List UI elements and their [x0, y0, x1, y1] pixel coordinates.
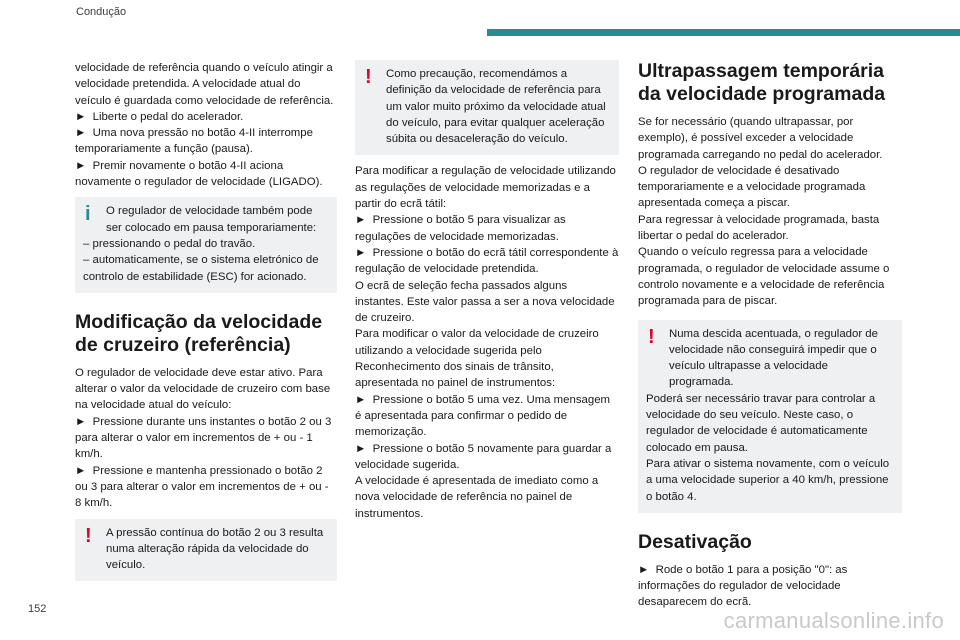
section-heading: Desativação [638, 530, 752, 553]
note-text: A pressão contínua do botão 2 ou 3 resulta numa alteração rápida da velocidade do veículo. [106, 526, 324, 572]
bullet-item: ► Pressione o botão 5 uma vez. Uma mensagem é apresentada para confirmar o pedido de memorização. [355, 392, 619, 441]
note-text: Para ativar o sistema novamente, com o veículo a uma velocidade superior a 40 km/h, pressione o botão 4. [646, 457, 890, 503]
paragraph: O regulador de velocidade deve estar ativo. Para alterar o valor da velocidade de cruzeiro com base na velocidade atual do veículo: [75, 366, 331, 412]
watermark: carmanualsonline.info [723, 608, 944, 633]
warning-note [355, 60, 619, 155]
column-2 [355, 60, 619, 522]
paragraph: velocidade de referência quando o veículo atingir a velocidade pretendida. A velocidade atual do veículo é guardada como velocidade de referência. [75, 62, 334, 107]
column-3 [638, 60, 902, 611]
note-text: Poderá ser necessário travar para controlar a velocidade do seu veículo. Neste caso, o regulador de velocidade é automaticamente colocado em pausa. [646, 392, 876, 454]
note-text: – automaticamente, se o sistema eletrónico de controlo de estabilidade (ESC) for acionado. [83, 254, 319, 283]
section-heading: Modificação da velocidade de cruzeiro (referência) [75, 310, 323, 356]
note-text: O regulador de velocidade também pode ser colocado em pausa temporariamente: [106, 205, 317, 234]
info-note [75, 197, 337, 292]
paragraph: Se for necessário (quando ultrapassar, por exemplo), é possível exceder a velocidade programada carregando no pedal do acelerador. [638, 116, 883, 161]
bullet-item: ► Pressione durante uns instantes o botão 2 ou 3 para alterar o valor em incrementos de + ou - 1 km/h. [75, 414, 337, 463]
warning-icon: ! [648, 325, 655, 348]
note-text: Como precaução, recomendámos a definição da velocidade de referência para um valor muito próximo da velocidade atual do veículo, para evitar qualquer aceleração súbita ou desaceleração do veículo. [386, 68, 606, 146]
bullet-item: ► Pressione o botão do ecrã tátil correspondente à regulação de velocidade pretendida. [355, 245, 619, 278]
paragraph: Quando o veículo regressa para a velocidade programada, o regulador de velocidade assume o controlo novamente e a velocidade de referência programada para de piscar. [638, 246, 890, 308]
bullet-item: ► Pressione e mantenha pressionado o botão 2 ou 3 para alterar o valor em incrementos de + ou - 8 km/h. [75, 463, 337, 512]
section-label: Condução [76, 6, 127, 18]
header-accent-bar [487, 29, 960, 36]
page-number: 152 [28, 603, 47, 615]
warning-note [638, 320, 902, 513]
bullet-item: ► Premir novamente o botão 4-II aciona novamente o regulador de velocidade (LIGADO). [75, 158, 337, 191]
bullet-item: ► Liberte o pedal do acelerador. [75, 109, 337, 125]
note-text: – pressionando o pedal do travão. [83, 237, 256, 250]
warning-icon: ! [365, 66, 372, 88]
section-heading: Ultrapassagem temporária da velocidade programada [638, 60, 886, 105]
paragraph: Para regressar à velocidade programada, basta libertar o pedal do acelerador. [638, 213, 880, 243]
paragraph: Para modificar a regulação de velocidade utilizando as regulações de velocidade memorizadas e a partir do ecrã tátil: [355, 165, 616, 211]
note-text: Numa descida acentuada, o regulador de velocidade não conseguirá impedir que o veículo ultrapasse a velocidade programada. [669, 327, 878, 389]
warning-note [75, 519, 337, 582]
paragraph: Para modificar o valor da velocidade de cruzeiro utilizando a velocidade sugerida pelo Reconhecimento dos sinais de trânsito, apresentada no painel de instrumentos: [355, 328, 599, 390]
bullet-item: ► Pressione o botão 5 para visualizar as regulações de velocidade memorizadas. [355, 212, 619, 245]
paragraph: O regulador de velocidade é desativado temporariamente e a velocidade programada apresentada começa a piscar. [638, 164, 866, 210]
column-1 [75, 60, 337, 589]
bullet-item: ► Rode o botão 1 para a posição "0": as informações do regulador de velocidade desaparecem do ecrã. [638, 562, 902, 611]
info-icon: i [85, 203, 91, 226]
bullet-item: ► Uma nova pressão no botão 4-II interrompe temporariamente a função (pausa). [75, 125, 337, 158]
warning-icon: ! [85, 524, 92, 547]
paragraph: O ecrã de seleção fecha passados alguns instantes. Este valor passa a ser a nova velocidade de cruzeiro. [355, 279, 615, 325]
bullet-item: ► Pressione o botão 5 novamente para guardar a velocidade sugerida. [355, 441, 619, 474]
paragraph: A velocidade é apresentada de imediato como a nova velocidade de referência no painel de instrumentos. [355, 475, 599, 520]
